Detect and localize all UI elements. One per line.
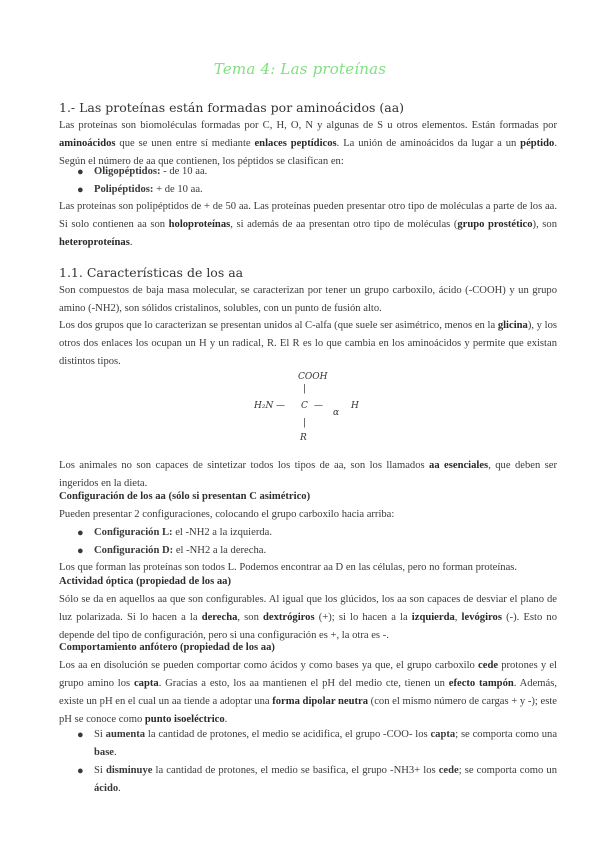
bold-term: punto isoeléctrico	[144, 714, 225, 725]
bold-term: péptido	[520, 138, 555, 149]
subheading-actividad-optica: Actividad óptica (propiedad de los aa)	[59, 576, 231, 587]
section-heading-2: 1.1. Características de los aa	[59, 265, 244, 280]
amino-acid-formula: COOH | H₂N — C — α H | R	[254, 372, 359, 443]
bold-term: disminuye	[105, 765, 153, 776]
bold-term: ácido	[94, 783, 119, 794]
paragraph: Los aa en disolución se pueden comportar como ácidos y como bases ya que, el grupo carboxilo cede protones y el grupo amino los capta. Gracias a esto, los aa mantienen el pH del medio cte, tienen un efecto tampón. Además, existe un pH en el cual un aa tiende a adoptar una forma dipolar neutra (con el mismo número de cargas + y -); este pH se conoce como punto isoeléctrico.	[59, 660, 557, 725]
bold-term: aumenta	[105, 729, 146, 740]
bullet-dot-icon: ●	[77, 527, 84, 539]
paragraph: Los que forman las proteínas son todos L. Podemos encontrar aa D en las células, pero no forman proteínas.	[59, 562, 518, 573]
bold-term: grupo prostético	[457, 219, 533, 230]
bold-term: aa esenciales	[429, 460, 489, 471]
subheading-anfotero: Comportamiento anfótero (propiedad de los aa)	[59, 642, 275, 653]
paragraph: Son compuestos de baja masa molecular, se caracterizan por tener un grupo carboxilo, ácido (-COOH) y un grupo amino (-NH2), son sólidos cristalinos, solubles, con un punto de fusión alto.	[59, 285, 557, 314]
bold-term: forma dipolar neutra	[272, 696, 369, 707]
section-heading-1: 1.- Las proteínas están formadas por aminoácidos (aa)	[59, 100, 405, 115]
bold-term: capta	[133, 678, 159, 689]
bold-term: levógiros	[461, 612, 502, 623]
subheading-configuracion: Configuración de los aa (sólo si presentan C asimétrico)	[59, 491, 311, 502]
paragraph: Sólo se da en aquellos aa que son configurables. Al igual que los glúcidos, los aa son capaces de desviar el plano de luz polarizada. Si lo hacen a la derecha, son dextrógiros (+); si lo hacen a la izquierda, levógiros (-). Esto no depende del tipo de configuración, pero si una configuración es +, la otra es -.	[59, 594, 557, 641]
bullet-dot-icon: ●	[77, 729, 84, 741]
paragraph: Las proteínas son biomoléculas formadas por C, H, O, N y algunas de S u otros elementos. Están formadas por aminoácidos que se unen entre sí mediante enlaces peptídicos. La unión de aminoácidos da lugar a un péptido. Según el número de aa que contienen, los péptidos se clasifican en:	[59, 120, 557, 167]
bold-term: efecto tampón	[448, 678, 514, 689]
bold-term: cede	[478, 660, 499, 671]
bold-term: enlaces peptídicos	[254, 138, 337, 149]
bullet-dot-icon: ●	[77, 765, 84, 777]
bold-term: base	[94, 747, 115, 758]
bold-term: heteroproteínas	[59, 237, 130, 248]
bold-term: capta	[430, 729, 456, 740]
bullet-dot-icon: ●	[77, 184, 84, 196]
bold-term: cede	[438, 765, 459, 776]
document-page: Tema 4: Las proteínas 1.- Las proteínas están formadas por aminoácidos (aa) Las proteínas son biomoléculas formadas por C, H, O, N y algunas de S u otros elementos. Están formadas por aminoácidos que se unen entre sí mediante enlaces peptídicos. La unión de aminoácidos da lugar a un péptido. Según el número de aa que contienen, los péptidos se clasifican en: ● Oligopéptidos: - de 10 aa. ● Polipéptidos: + de 10 aa. Las proteínas son polipéptidos de + de 50 aa. Las proteínas pueden presentar otro tipo de moléculas a parte de los aa. Si solo contienen aa son holoproteínas, si además de aa presentan otro tipo de moléculas (grupo prostético), son heteroproteínas. 1.1. Características de los aa Son compuestos de baja masa molecular, se caracterizan por tener un grupo carboxilo, ácido (-COOH) y un grupo amino (-NH2), son sólidos cristalinos, solubles, con un punto de fusión alto. Los dos grupos que lo caracterizan se presentan unidos al C-alfa (que suele ser asimétrico, menos en la glicina), y los otros dos enlaces los ocupan un H y un radical, R. El R es lo que cambia en los aminoácidos y permite que existan distintos tipos. COOH | H₂N — C — α H | R Los animales no son capaces de sintetizar todos los tipos de aa, son los llamados aa esenciales, que deben ser ingeridos en la dieta. Configuración de los aa (sólo si presentan C asimétrico) Pueden presentar 2 configuraciones, colocando el grupo carboxilo hacia arriba: ● Configuración L: el -NH2 a la izquierda. ● Configuración D: el -NH2 a la derecha. Los que forman las proteínas son todos L. Podemos encontrar aa D en las células, pero no forman proteínas. Actividad óptica (propiedad de los aa) Sólo se da en aquellos aa que son configurables. Al igual que los glúcidos, los aa son capaces de desviar el plano de luz polarizada. Si lo hacen a la derecha, son dextrógiros (+); si lo hacen a la izquierda, levógiros (-). Esto no depende del tipo de configuración, pero si una configuración es +, la otra es -. Comportamiento anfótero (propiedad de los aa) Los aa en disolución se pueden comportar como ácidos y como bases ya que, el grupo carboxilo cede protones y el grupo amino los capta. Gracias a esto, los aa mantienen el pH del medio cte, tienen un efecto tampón. Además, existe un pH en el cual un aa tiende a adoptar una forma dipolar neutra (con el mismo número de cargas + y -); este pH se conoce como punto isoeléctrico. ● Si aumenta la cantidad de protones, el medio se acidifica, el grupo -COO- los capta; se comporta como una base. ● Si disminuye la cantidad de protones, el medio se basifica, el grupo -NH3+ los cede; se comporta como un ácido.	[0, 0, 600, 848]
bullet-dot-icon: ●	[77, 166, 84, 178]
page-title: Tema 4: Las proteínas	[213, 60, 387, 78]
paragraph: Los animales no son capaces de sintetizar todos los tipos de aa, son los llamados aa esenciales, que deben ser ingeridos en la dieta.	[59, 460, 558, 489]
bold-term: izquierda	[411, 612, 455, 623]
bold-term: glicina	[497, 320, 528, 331]
bold-term: derecha	[201, 612, 238, 623]
bold-term: holoproteínas	[168, 219, 231, 230]
paragraph: Pueden presentar 2 configuraciones, colocando el grupo carboxilo hacia arriba:	[59, 509, 395, 520]
paragraph: Los dos grupos que lo caracterizan se presentan unidos al C-alfa (que suele ser asimétrico, menos en la glicina), y los otros dos enlaces los ocupan un H y un radical, R. El R es lo que cambia en los aminoácidos y permite que existan distintos tipos.	[59, 320, 557, 367]
bold-term: aminoácidos	[59, 138, 116, 149]
paragraph: Las proteínas son polipéptidos de + de 50 aa. Las proteínas pueden presentar otro tipo de moléculas a parte de los aa. Si solo contienen aa son holoproteínas, si además de aa presentan otro tipo de moléculas (grupo prostético), son heteroproteínas.	[59, 201, 558, 248]
bullet-dot-icon: ●	[77, 545, 84, 557]
bold-term: dextrógiros	[263, 612, 315, 623]
